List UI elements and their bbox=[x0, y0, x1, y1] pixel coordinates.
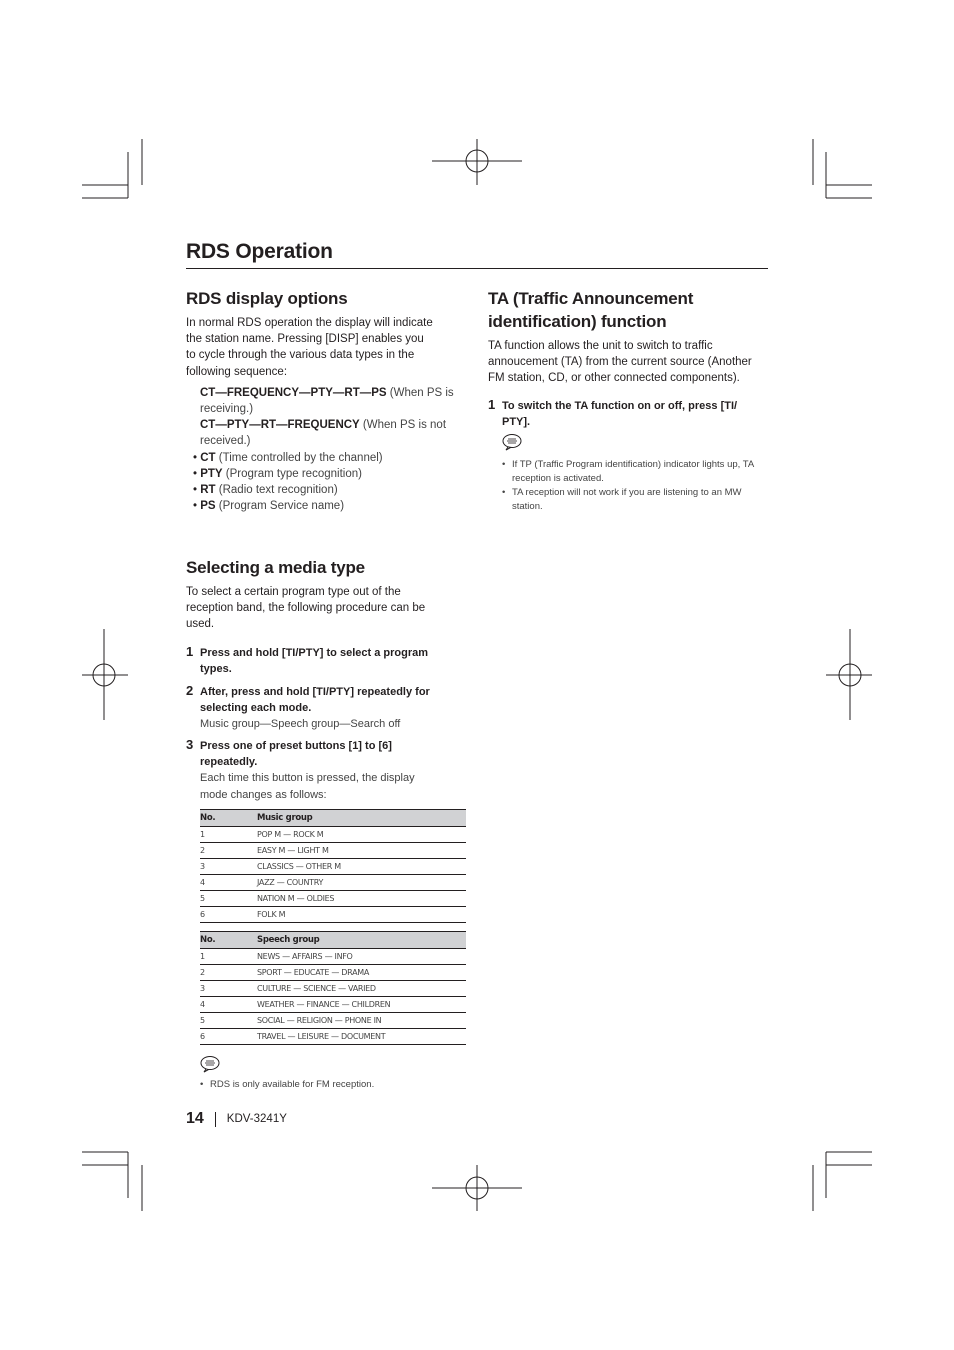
intro-line: TA function allows the unit to switch to traffic bbox=[488, 340, 713, 352]
note-block bbox=[186, 1055, 468, 1092]
sequence-ps-not-received: CT—PTY—RT—FREQUENCY bbox=[200, 419, 360, 432]
note-list bbox=[502, 458, 770, 515]
heading-line: TA (Traffic Announcement bbox=[488, 289, 694, 308]
media-type-section bbox=[186, 556, 468, 1092]
list-item: • PS (Program Service name) bbox=[193, 500, 345, 513]
table-row: 5 NATION M — OLDIES bbox=[200, 891, 466, 907]
sequence-note: (When PS is not bbox=[359, 419, 447, 432]
page-number: 14 bbox=[186, 1110, 204, 1127]
table-row: 6 FOLK M bbox=[200, 907, 466, 923]
media-type-intro bbox=[186, 584, 468, 633]
table-row: 3 CULTURE — SCIENCE — VARIED bbox=[200, 981, 466, 997]
ta-note-block bbox=[488, 433, 770, 515]
intro-line: reception band, the following procedure can be bbox=[186, 602, 426, 615]
list-item: • RT (Radio text recognition) bbox=[193, 484, 338, 497]
rds-display-section bbox=[186, 287, 468, 514]
heading-line: identification) function bbox=[488, 312, 667, 331]
intro-line: To select a certain program type out of the bbox=[186, 586, 401, 598]
intro-line: In normal RDS operation the display will indicate bbox=[186, 317, 433, 329]
intro-line: annoucement (TA) from the current source (Another bbox=[488, 356, 752, 369]
step-1: 1 Press and hold [TI/PTY] to select a program types. bbox=[186, 643, 428, 675]
table-row: 4 WEATHER — FINANCE — CHILDREN bbox=[200, 997, 466, 1013]
intro-line: used. bbox=[186, 618, 215, 631]
intro-line: following sequence: bbox=[186, 365, 288, 378]
note-item: • TA reception will not work if you are listening to an MW station. bbox=[502, 486, 770, 514]
note-item: • If TP (Traffic Program identification) indicator lights up, TA reception is activated. bbox=[502, 458, 770, 486]
column-header: No. bbox=[200, 810, 257, 827]
step-2: 2 After, press and hold [TI/PTY] repeatedly for selecting each mode. Music group—Speech group—Search off bbox=[186, 682, 430, 730]
step-number: 1 bbox=[186, 643, 194, 659]
sequence-note: received.) bbox=[200, 435, 251, 448]
step-number: 2 bbox=[186, 682, 194, 698]
note-item: • RDS is only available for FM reception. bbox=[200, 1078, 468, 1092]
data-type-list bbox=[186, 450, 468, 515]
list-item: • CT (Time controlled by the channel) bbox=[193, 451, 383, 464]
sequence-note: receiving.) bbox=[200, 403, 254, 416]
intro-line: the station name. Pressing [DISP] enables you bbox=[186, 333, 424, 346]
rds-display-intro bbox=[186, 315, 468, 380]
table-row: 2 EASY M — LIGHT M bbox=[200, 843, 466, 859]
table-row: 3 CLASSICS — OTHER M bbox=[200, 859, 466, 875]
ta-intro bbox=[488, 338, 770, 387]
column-header: Speech group bbox=[257, 932, 466, 949]
sequence-ps-received: CT—FREQUENCY—PTY—RT—PS bbox=[200, 386, 387, 399]
media-type-heading: Selecting a media type bbox=[186, 558, 365, 577]
page-title: RDS Operation bbox=[186, 240, 333, 263]
note-icon bbox=[502, 433, 524, 451]
footer-divider bbox=[215, 1112, 216, 1127]
ta-section bbox=[488, 287, 770, 514]
table-row: 4 JAZZ — COUNTRY bbox=[200, 875, 466, 891]
column-header: No. bbox=[200, 932, 257, 949]
ta-heading bbox=[488, 287, 770, 333]
step-number: 3 bbox=[186, 737, 194, 753]
note-icon bbox=[200, 1055, 222, 1073]
table-row: 5 SOCIAL — RELIGION — PHONE IN bbox=[200, 1013, 466, 1029]
step-number: 1 bbox=[488, 396, 496, 412]
intro-line: to cycle through the various data types in the bbox=[186, 349, 415, 362]
table-row: 6 TRAVEL — LEISURE — DOCUMENT bbox=[200, 1029, 466, 1045]
column-header: Music group bbox=[257, 810, 466, 827]
music-group-table bbox=[200, 809, 466, 923]
rds-display-heading: RDS display options bbox=[186, 289, 348, 308]
ta-step-1: 1 To switch the TA function on or off, press [TI/ PTY]. bbox=[488, 396, 738, 428]
table-row: 1 NEWS — AFFAIRS — INFO bbox=[200, 949, 466, 965]
speech-group-table bbox=[200, 931, 466, 1045]
display-sequence bbox=[186, 385, 468, 450]
step-3: 3 Press one of preset buttons [1] to [6] repeatedly. Each time this button is pressed, the display mode changes as follows: bbox=[186, 737, 415, 801]
title-rule bbox=[186, 268, 768, 269]
sequence-note: (When PS is bbox=[386, 386, 454, 399]
note-list bbox=[200, 1078, 468, 1092]
table-row: 2 SPORT — EDUCATE — DRAMA bbox=[200, 965, 466, 981]
model-name: KDV-3241Y bbox=[226, 1113, 287, 1125]
table-row: 1 POP M — ROCK M bbox=[200, 827, 466, 843]
list-item: • PTY (Program type recognition) bbox=[193, 467, 362, 480]
intro-line: FM station, CD, or other connected components). bbox=[488, 372, 740, 385]
page-footer bbox=[186, 1110, 287, 1130]
